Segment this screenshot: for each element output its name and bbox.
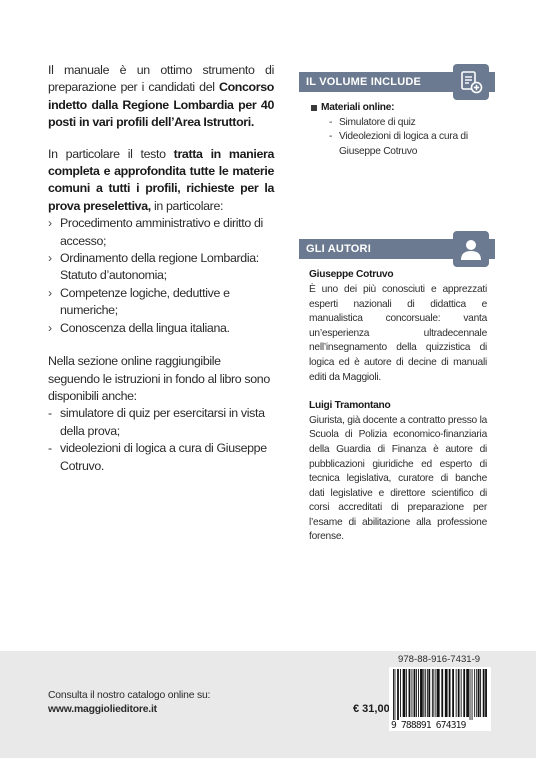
barcode-digits: 9 788891 674319 (389, 720, 491, 731)
website-link[interactable]: www.maggiolieditore.it (48, 704, 157, 715)
isbn-label: 978-88-916-7431-9 (398, 654, 481, 665)
author-bio: Giurista, già docente a contratto presso la Scuola di Polizia economico-finanziaria della Guardia di Finanza è autore di pubblicazioni giuridiche ed esperto di tecnica legislativa, curatore di banche dati legislative e direttore scientifico di corsi accreditati di preparazione per l’esame di abilitazione alla professione forense. (309, 414, 487, 543)
online-paragraph: Nella sezione online raggiungibile seguendo le istruzioni in fondo al libro sono disponibili anche: (48, 354, 270, 403)
authors-content (299, 259, 495, 545)
online-materials-list (311, 116, 487, 160)
list-item: › Procedimento amministrativo e diritto di accesso; (48, 215, 274, 250)
catalog-info (48, 689, 210, 717)
description-column (48, 62, 274, 475)
list-item: - Videolezioni di logica a cura di Giuseppe Cotruvo (329, 130, 487, 159)
catalog-text: Consulta il nostro catalogo online su: (48, 690, 211, 701)
author-bio: È uno dei più conosciuti e apprezzati esperti nazionali di didattica e manualistica concorsuale: vanta un’esperienza ultradecennale nell’insegnamento della quizzistica di logica ed è autore di decine di manuali editi da Maggioli. (309, 283, 487, 383)
authors-header: GLI AUTORI (299, 239, 495, 259)
volume-include-box (299, 72, 495, 169)
list-item: - Simulatore di quiz (329, 116, 487, 131)
list-item: › Conoscenza della lingua italiana. (48, 320, 274, 337)
authors-box (299, 239, 495, 545)
list-item: - simulatore di quiz per esercitarsi in vista della prova; (48, 405, 274, 440)
barcode (389, 667, 491, 721)
volume-include-header: IL VOLUME INCLUDE (299, 72, 495, 92)
person-icon (453, 231, 489, 267)
list-item: - videolezioni di logica a cura di Giuseppe Cotruvo. (48, 440, 274, 475)
footer-band (0, 651, 536, 758)
list-item: › Competenze logiche, deduttive e numeriche; (48, 285, 274, 320)
online-materials-title: Materiali online: (311, 101, 487, 116)
intro-paragraph: Il manuale è un ottimo strumento di preparazione per i candidati del Concorso indetto dalla Regione Lombardia per 40 posti in vari profili dell’Area Istruttori. (48, 63, 274, 130)
extras-list (48, 405, 274, 475)
author-entry (309, 268, 487, 385)
document-plus-icon (453, 64, 489, 100)
list-item: › Ordinamento della regione Lombardia: Statuto d’autonomia; (48, 250, 274, 285)
author-name: Giuseppe Cotruvo (309, 269, 394, 281)
author-name: Luigi Tramontano (309, 400, 391, 412)
sidebar (299, 72, 495, 545)
topics-list (48, 215, 274, 337)
content-paragraph: In particolare il testo tratta in maniera completa e approfondita tutte le materie comuni a tutti i profili, richieste per la prova preselettiva, in particolare: (48, 146, 274, 213)
author-entry (309, 399, 487, 545)
volume-include-content (299, 92, 495, 169)
price-label: € 31,00 (353, 703, 390, 715)
